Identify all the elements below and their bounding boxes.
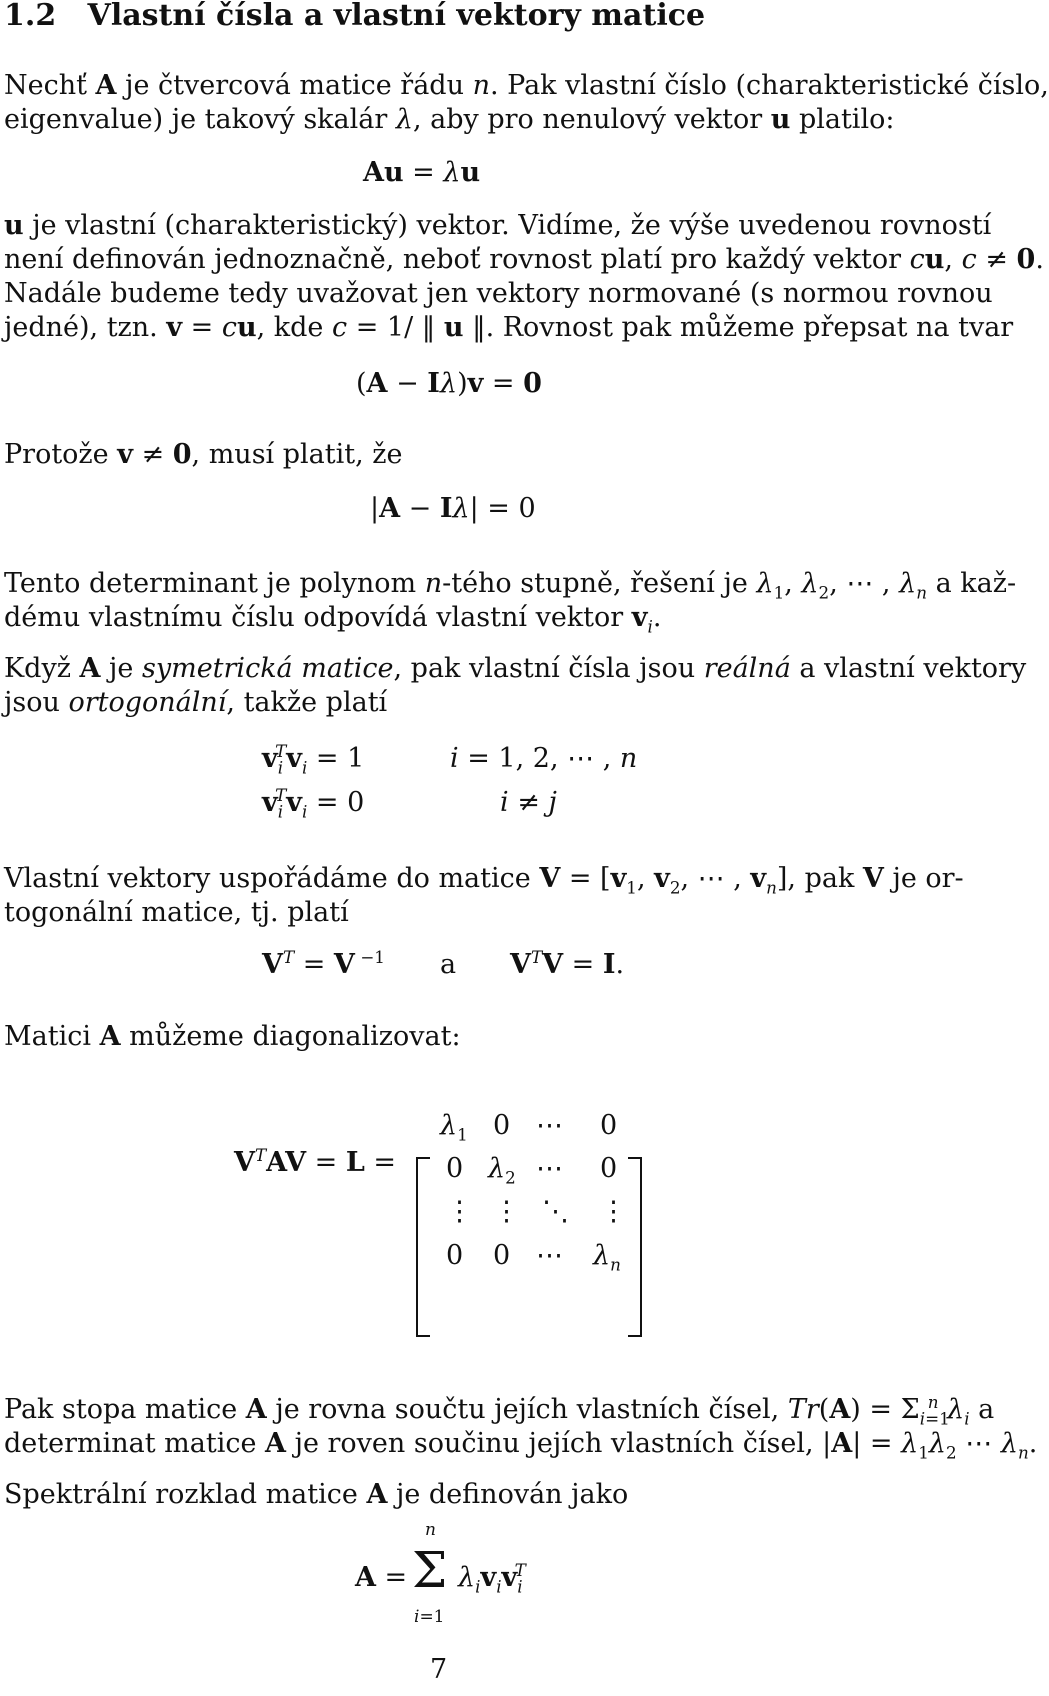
equation-orthonormal-right-2: i ≠ j [500,787,557,818]
paragraph-line: jsou ortogonální, takže platí [4,687,388,718]
equation-eigen: Au = λu [363,157,481,188]
section-number: 1.2 [4,0,57,33]
matrix-cell: 0 [446,1240,464,1271]
paragraph-line: Matici A můžeme diagonalizovat: [4,1021,461,1052]
paragraph-line: není definován jednoznačně, neboť rovnost platí pro každý vektor cu, c ≠ 0. [4,244,1044,275]
paragraph-line: Vlastní vektory uspořádáme do matice $V = [v_1$, $v_2$, ⋯ , $v_n$], pak V je or- [4,863,964,898]
matrix-cell: ⋮ [600,1196,627,1227]
matrix-left-bracket [416,1157,430,1337]
matrix-cell: ⋮ [446,1196,473,1227]
section-title: Vlastní čísla a vlastní vektory matice [87,0,706,33]
paragraph-line: Když A je symetrická matice, pak vlastní čísla jsou reálná a vlastní vektory [4,653,1027,684]
sum-lower-limit: i=1 [414,1607,445,1627]
matrix-cell: $\lambda_n$ [593,1240,621,1275]
paragraph-line: determinat matice A je roven součinu jejích vlastních čísel, $|A| = \lambda_1\lambda_2$ ⋯ $\lambda_n$. [4,1428,1038,1463]
matrix-cell: ⋯ [536,1153,563,1184]
equation-diagonalization: $V^TAV = L$ = [234,1145,397,1178]
paragraph-line: Protože v ≠ 0, musí platit, že [4,439,403,470]
paragraph-line: u je vlastní (charakteristický) vektor. Vidíme, že výše uvedenou rovností [4,210,992,241]
matrix-cell: 0 [446,1153,464,1184]
paragraph-line: togonální matice, tj. platí [4,897,349,928]
paragraph-line: Pak stopa matice A je rovna součtu jejích vlastních čísel, $Tr(A) = \Sigma_{i=1}^n$ $\lambda_i$ a [4,1392,995,1429]
section-heading [4,0,705,33]
sum-symbol: Σ [412,1541,448,1599]
paragraph-line: jedné), tzn. v = cu, kde c = 1/ ‖ u ‖. Rovnost pak můžeme přepsat na tvar [4,312,1014,343]
equation-orthonormal-left-2: $v_i^Tv_i = 0$ [262,785,365,822]
paragraph-line: Nechť A je čtvercová matice řádu n. Pak vlastní číslo (charakteristické číslo, [4,70,1049,101]
page-number: 7 [430,1654,448,1685]
paragraph-line: Spektrální rozklad matice A je definován jako [4,1479,629,1510]
matrix-cell: $\lambda_1$ [440,1110,468,1145]
equation-spectral-term: $\lambda_iv_iv_i^T$ [458,1560,526,1597]
matrix-cell: ⋯ [536,1240,563,1271]
matrix-cell: $\lambda_2$ [488,1153,516,1188]
equation-spectral-lhs: A = [355,1562,408,1593]
equation-orthogonal-matrix: $V^T = V$ $^{-1}$ [262,947,385,980]
equation-characteristic: (A − Iλ)v = 0 [356,368,542,399]
paragraph-line: Tento determinant je polynom n-tého stupně, řešení je $\lambda_1$, $\lambda_2$, ⋯ , $\lambda_n$ a kaž- [4,568,1017,603]
matrix-cell: ⋱ [542,1196,569,1227]
sum-upper-limit: n [425,1520,436,1540]
equation-determinant: |A − Iλ| = 0 [370,493,536,524]
matrix-cell: 0 [493,1240,511,1271]
matrix-cell: ⋯ [536,1110,563,1141]
paragraph-line: dému vlastnímu číslu odpovídá vlastní vektor $v_i$. [4,602,662,637]
equation-orthogonal-product: $V^TV = I$. [510,947,625,980]
matrix-cell: 0 [600,1110,618,1141]
equation-and: a [440,949,457,980]
matrix-cell: 0 [600,1153,618,1184]
paragraph-line: eigenvalue) je takový skalár λ, aby pro nenulový vektor u platilo: [4,104,895,135]
equation-orthonormal-left-1: $v_i^Tv_i = 1$ [262,741,365,778]
matrix-cell: ⋮ [493,1196,520,1227]
matrix-cell: 0 [493,1110,511,1141]
equation-orthonormal-right-1: i = 1, 2, ⋯ , n [450,743,638,774]
paragraph-line: Nadále budeme tedy uvažovat jen vektory normované (s normou rovnou [4,278,993,309]
matrix-right-bracket [628,1157,642,1337]
